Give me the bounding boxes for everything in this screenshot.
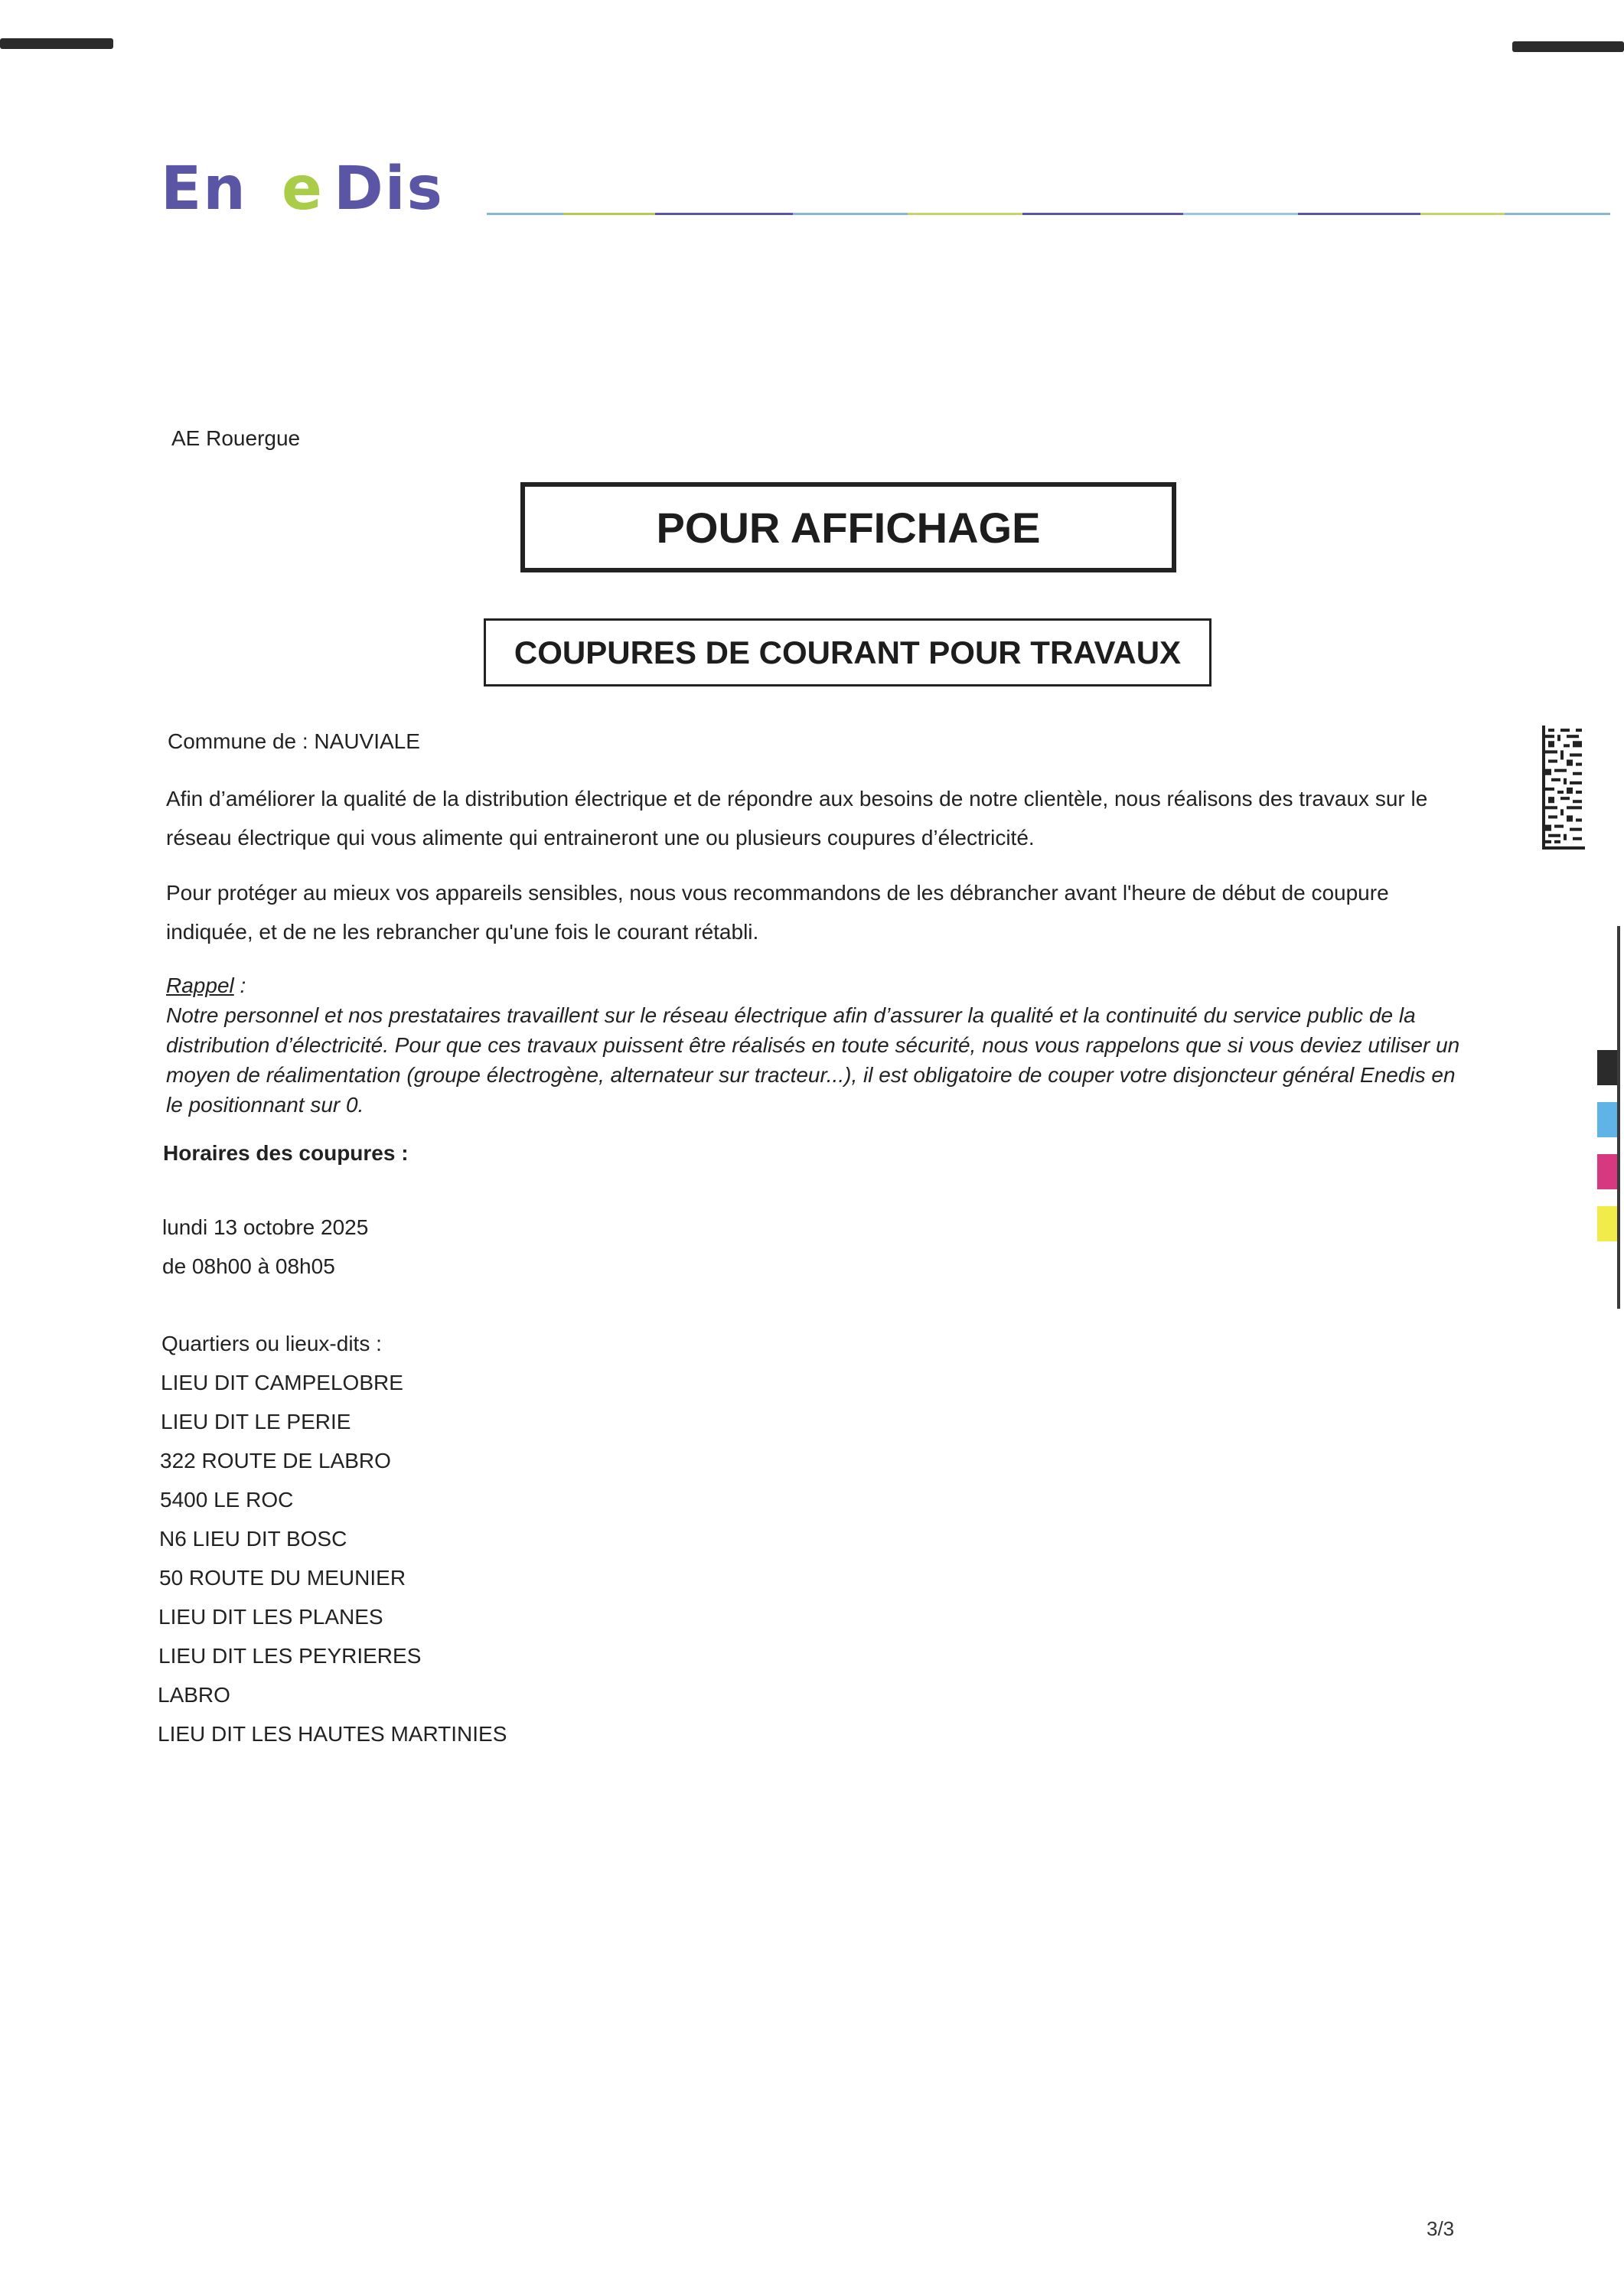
notice-title-box (520, 482, 1176, 572)
commune-line: Commune de : NAUVIALE (168, 729, 420, 753)
quartier-item: N6 LIEU DIT BOSC (159, 1527, 347, 1551)
calibration-swatch-magenta (1597, 1154, 1617, 1189)
quartier-item: 50 ROUTE DU MEUNIER (159, 1566, 406, 1590)
intro-paragraph: Afin d’améliorer la qualité de la distribution électrique et de répondre aux besoins de notre clientèle, nous réalisons des travaux sur le réseau électrique qui vous alimente qui entraineront une ou plusieurs coupures d’électricité. (166, 787, 1428, 850)
quartier-item: LIEU DIT LE PERIE (161, 1410, 351, 1433)
calibration-swatch-cyan (1597, 1102, 1617, 1137)
advice-paragraph: Pour protéger au mieux vos appareils sensibles, nous vous recommandons de les débrancher avant l'heure de début de coupure indiquée, et de ne les rebrancher qu'une fois le courant rétabli. (166, 881, 1389, 944)
rappel-block (166, 970, 1475, 1120)
datamatrix-code-icon (1542, 726, 1585, 850)
logo-text-part-2: e (282, 155, 324, 223)
quartier-item: 5400 LE ROC (160, 1488, 294, 1512)
scan-edge-shadow (1617, 926, 1620, 1309)
rappel-text: Notre personnel et nos prestataires travaillent sur le réseau électrique afin d’assurer la qualité et la continuité du service public de la distribution d’électricité. Pour que ces travaux puissent être réalisés en toute sécurité, nous vous rappelons que si vous deviez utiliser un moyen de réalimentation (groupe électrogène, alternateur sur tracteur...), il est obligatoire de couper votre disjoncteur général Enedis en le positionnant sur 0. (166, 1003, 1460, 1117)
scan-corner-mark-right (1512, 41, 1624, 52)
outage-date: lundi 13 octobre 2025 (162, 1215, 369, 1239)
horaires-title: Horaires des coupures : (163, 1141, 409, 1165)
quartiers-title: Quartiers ou lieux-dits : (161, 1332, 382, 1355)
rappel-title-colon: : (233, 974, 246, 997)
calibration-swatch-yellow (1597, 1206, 1617, 1241)
logo-text-part-3: Dis (334, 155, 444, 223)
quartier-item: 322 ROUTE DE LABRO (160, 1449, 391, 1473)
quartier-item: LABRO (158, 1683, 230, 1707)
quartier-item: LIEU DIT LES PLANES (158, 1605, 383, 1629)
notice-subtitle-box (484, 618, 1211, 687)
outage-time: de 08h00 à 08h05 (162, 1254, 335, 1278)
quartier-item: LIEU DIT LES PEYRIERES (158, 1644, 422, 1668)
quartier-item: LIEU DIT LES HAUTES MARTINIES (158, 1722, 507, 1746)
notice-subtitle: COUPURES DE COURANT POUR TRAVAUX (514, 634, 1182, 670)
rappel-title: Rappel (166, 974, 234, 997)
notice-title: POUR AFFICHAGE (656, 503, 1041, 552)
scan-corner-mark-left (0, 38, 113, 49)
page-number: 3/3 (1427, 2217, 1455, 2240)
quartier-item: LIEU DIT CAMPELOBRE (161, 1371, 403, 1394)
logo-text-part-1: En (161, 155, 247, 223)
calibration-swatch-black (1597, 1050, 1617, 1085)
agency-name: AE Rouergue (171, 426, 301, 450)
header-rule (487, 212, 1610, 216)
